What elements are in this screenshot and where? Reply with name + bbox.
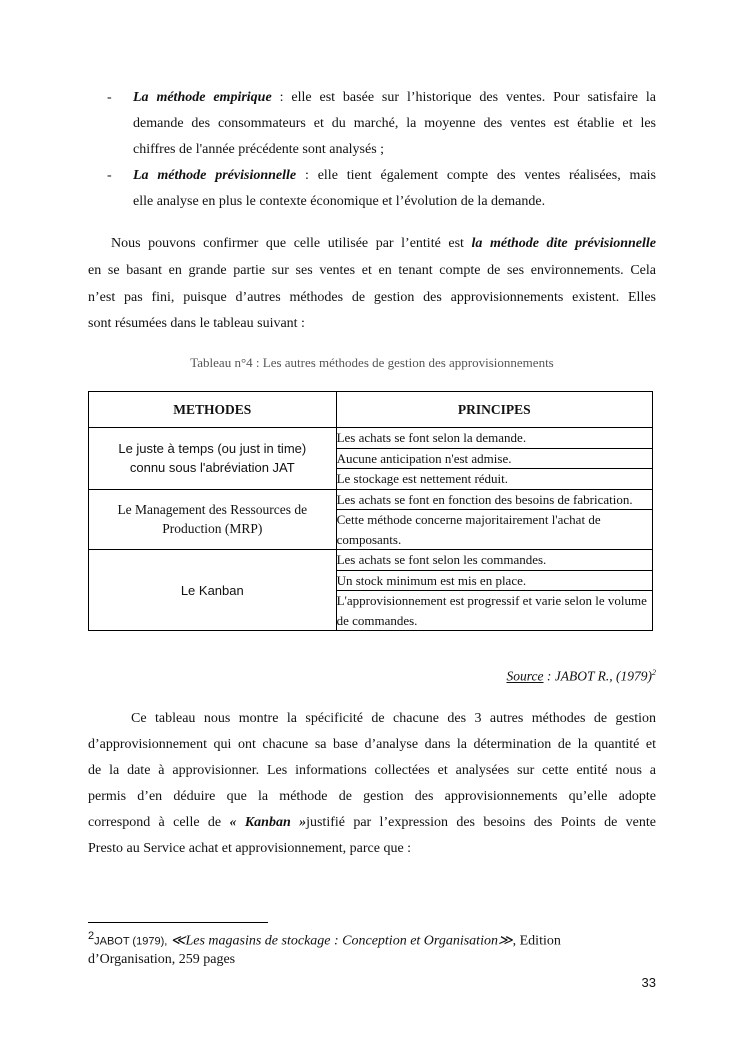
page-number: 33 — [641, 975, 656, 990]
bullet-2-line-1: La méthode prévisionnelle : elle tient également compte des ventes réalisées, mais — [133, 168, 656, 183]
para1-line-4: sont résumées dans le tableau suivant : — [88, 316, 305, 331]
principle-cell: Les achats se font selon la demande. — [336, 428, 652, 449]
principle-cell: Aucune anticipation n'est admise. — [336, 448, 652, 469]
method-cell: Le juste à temps (ou just in time) connu sous l'abréviation JAT — [89, 428, 337, 490]
bullet-2-line-2: elle analyse en plus le contexte économique et l’évolution de la demande. — [133, 194, 546, 209]
table-source: Source : JABOT R., $(1979)^2$ — [506, 668, 656, 684]
table-header-row — [89, 392, 653, 428]
bullet-1-line-1: La méthode empirique : elle est basée sur l’historique des ventes. Pour satisfaire la — [133, 90, 656, 105]
method-cell: Le Management des Ressources de Production (MRP) — [89, 489, 337, 550]
para2-line-4: permis d’en déduire que la méthode de gestion des approvisionnements qu’elle adopte — [88, 789, 656, 804]
bullet-dash: - — [107, 90, 112, 105]
method-cell: Le Kanban — [89, 550, 337, 631]
footnote-line-1: $^2$JABOT (1979), ≪Les magasins de stockage : Conception et Organisation≫, Edition — [88, 930, 561, 949]
footnote-ref: 2 — [652, 668, 656, 677]
header-principles: PRINCIPES — [336, 392, 652, 428]
para1-line-3: n’est pas fini, puisque d’autres méthodes de gestion des approvisionnements existent. Elles — [88, 290, 656, 305]
para2-line-6: Presto au Service achat et approvisionnement, parce que : — [88, 841, 412, 856]
para2-line-5: correspond à celle de « Kanban »justifié par l’expression des besoins des Points de vente — [88, 815, 656, 830]
methods-table — [88, 391, 653, 631]
principle-cell: Les achats se font selon les commandes. — [336, 550, 652, 571]
table-row — [89, 550, 653, 571]
principle-cell: Un stock minimum est mis en place. — [336, 570, 652, 591]
bullet-2-term: La méthode prévisionnelle — [133, 168, 297, 183]
header-methods: METHODES — [89, 392, 337, 428]
bullet-1-line-2: demande des consommateurs et du marché, la moyenne des ventes est établie et les — [133, 116, 656, 131]
principle-cell: L'approvisionnement est progressif et varie selon le volume de commandes. — [336, 591, 652, 631]
para2-line-3: de la date à approvisionner. Les informations collectées et analysées sur cette entité nous a — [88, 763, 656, 778]
footnote — [88, 928, 608, 968]
principle-cell: Cette méthode concerne majoritairement l'achat de composants. — [336, 510, 652, 550]
table-row — [89, 489, 653, 510]
bullet-1-line-3: chiffres de l'année précédente sont analysés ; — [133, 142, 385, 157]
bullet-1-term: La méthode empirique — [133, 90, 272, 105]
table-row — [89, 428, 653, 449]
para1-line-2: en se basant en grande partie sur ses ventes et en tenant compte de ses environnements. Cela — [88, 263, 656, 278]
footnote-line-2: d’Organisation, 259 pages — [88, 951, 236, 967]
para2-line-2: d’approvisionnement qui ont chacune sa base d’analyse dans la détermination de la quantité et — [88, 737, 656, 752]
para2-line-1: Ce tableau nous montre la spécificité de chacune des 3 autres méthodes de gestion — [131, 711, 656, 726]
principle-cell: Les achats se font en fonction des besoins de fabrication. — [336, 489, 652, 510]
para1-line-1: Nous pouvons confirmer que celle utilisée par l’entité est la méthode dite prévisionnelle — [111, 236, 656, 251]
principle-cell: Le stockage est nettement réduit. — [336, 469, 652, 490]
bullet-dash: - — [107, 168, 112, 183]
footnote-divider — [88, 922, 268, 923]
table-caption: Tableau n°4 : Les autres méthodes de gestion des approvisionnements — [190, 355, 554, 370]
